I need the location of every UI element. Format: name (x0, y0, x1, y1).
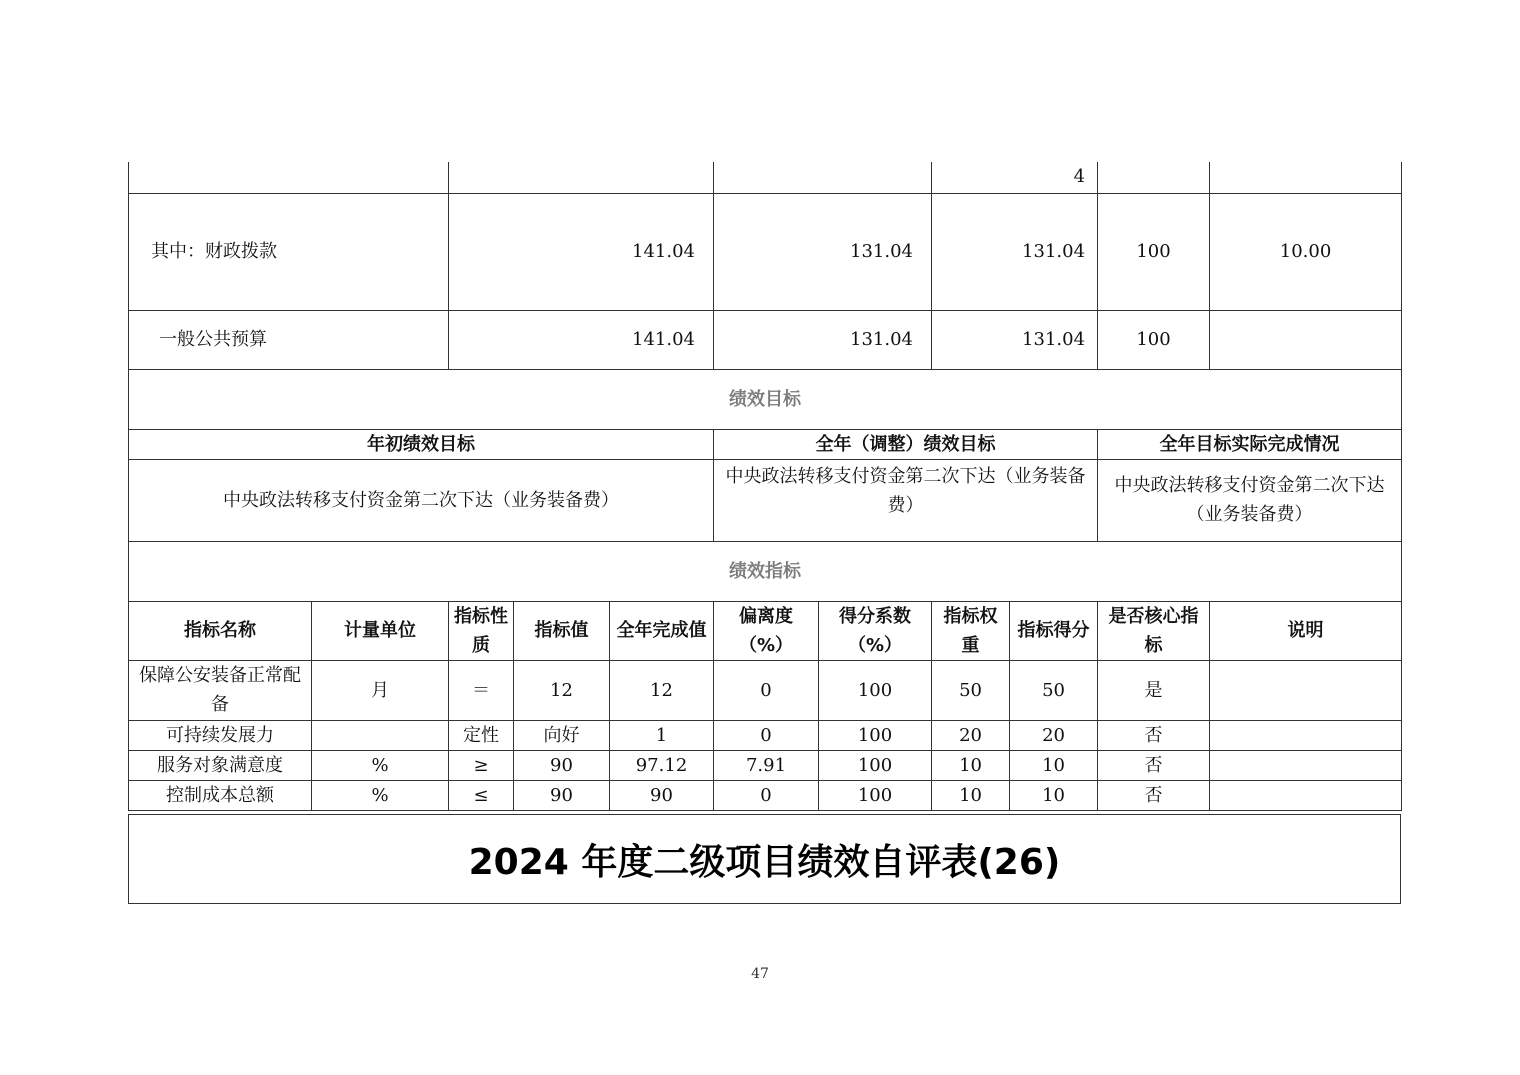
header-is-core: 是否核心指标 (1098, 601, 1210, 660)
goals-section-title: 绩效目标 (129, 369, 1402, 429)
funding-weight (1210, 310, 1402, 369)
header-score: 指标得分 (1010, 601, 1098, 660)
indicator-score: 50 (1010, 660, 1098, 720)
indicator-header-row (129, 601, 1402, 660)
goal-header-adjusted: 全年（调整）绩效目标 (714, 429, 1098, 459)
funding-executed: 131.04 (932, 310, 1098, 369)
indicator-row (129, 780, 1402, 810)
funding-weight (1210, 162, 1402, 193)
indicator-is-core: 否 (1098, 780, 1210, 810)
indicators-section-title: 绩效指标 (129, 541, 1402, 601)
indicator-coef: 100 (819, 720, 932, 750)
funding-executed: 131.04 (932, 193, 1098, 310)
header-actual-value: 全年完成值 (610, 601, 714, 660)
indicator-row (129, 750, 1402, 780)
indicator-unit: % (312, 750, 449, 780)
funding-row (129, 162, 1402, 193)
indicator-score: 10 (1010, 750, 1098, 780)
goal-initial: 中央政法转移支付资金第二次下达（业务装备费） (129, 459, 714, 541)
funding-budget-full: 131.04 (714, 193, 932, 310)
indicator-actual: 97.12 (610, 750, 714, 780)
indicator-nature: ≤ (449, 780, 514, 810)
indicator-coef: 100 (819, 750, 932, 780)
indicator-target: 向好 (514, 720, 610, 750)
goal-header-actual: 全年目标实际完成情况 (1098, 429, 1402, 459)
goal-header-initial: 年初绩效目标 (129, 429, 714, 459)
next-table-title: 2024 年度二级项目绩效自评表(26) (468, 841, 1061, 883)
indicator-notes (1210, 720, 1402, 750)
funding-rate: 100 (1098, 310, 1210, 369)
header-nature: 指标性质 (449, 601, 514, 660)
funding-name (129, 162, 449, 193)
indicator-score: 20 (1010, 720, 1098, 750)
header-notes: 说明 (1210, 601, 1402, 660)
funding-rate: 100 (1098, 193, 1210, 310)
funding-rate (1098, 162, 1210, 193)
indicator-nature: ＝ (449, 660, 514, 720)
funding-budget-start (449, 162, 714, 193)
header-unit: 计量单位 (312, 601, 449, 660)
funding-weight: 10.00 (1210, 193, 1402, 310)
indicator-notes (1210, 780, 1402, 810)
funding-name: 其中：财政拨款 (129, 193, 449, 310)
header-indicator-name: 指标名称 (129, 601, 312, 660)
indicator-nature: ≥ (449, 750, 514, 780)
funding-row (129, 193, 1402, 310)
indicator-is-core: 是 (1098, 660, 1210, 720)
indicator-is-core: 否 (1098, 720, 1210, 750)
indicator-score: 10 (1010, 780, 1098, 810)
indicator-coef: 100 (819, 660, 932, 720)
indicator-name: 控制成本总额 (129, 780, 312, 810)
header-score-coef: 得分系数（%） (819, 601, 932, 660)
indicator-unit (312, 720, 449, 750)
next-table-title-box (128, 814, 1401, 904)
indicator-weight: 10 (932, 780, 1010, 810)
indicator-unit: 月 (312, 660, 449, 720)
indicator-is-core: 否 (1098, 750, 1210, 780)
indicator-target: 90 (514, 780, 610, 810)
indicator-target: 12 (514, 660, 610, 720)
indicator-weight: 20 (932, 720, 1010, 750)
indicator-coef: 100 (819, 780, 932, 810)
funding-budget-full (714, 162, 932, 193)
indicator-actual: 1 (610, 720, 714, 750)
indicator-weight: 50 (932, 660, 1010, 720)
indicator-nature: 定性 (449, 720, 514, 750)
goal-actual: 中央政法转移支付资金第二次下达（业务装备费） (1098, 459, 1402, 541)
indicator-row (129, 720, 1402, 750)
indicator-deviation: 0 (714, 660, 819, 720)
indicator-name: 服务对象满意度 (129, 750, 312, 780)
funding-executed: 4 (932, 162, 1098, 193)
indicator-target: 90 (514, 750, 610, 780)
goal-adjusted: 中央政法转移支付资金第二次下达（业务装备费） (714, 459, 1098, 541)
indicator-deviation: 0 (714, 780, 819, 810)
indicator-name: 可持续发展力 (129, 720, 312, 750)
page-number: 47 (751, 966, 769, 982)
indicator-deviation: 0 (714, 720, 819, 750)
funding-budget-start: 141.04 (449, 193, 714, 310)
indicator-notes (1210, 660, 1402, 720)
funding-row (129, 310, 1402, 369)
indicator-name: 保障公安装备正常配备 (129, 660, 312, 720)
funding-budget-start: 141.04 (449, 310, 714, 369)
header-target-value: 指标值 (514, 601, 610, 660)
indicator-actual: 90 (610, 780, 714, 810)
indicator-actual: 12 (610, 660, 714, 720)
funding-budget-full: 131.04 (714, 310, 932, 369)
header-weight: 指标权重 (932, 601, 1010, 660)
indicator-unit: % (312, 780, 449, 810)
header-deviation: 偏离度（%） (714, 601, 819, 660)
indicator-notes (1210, 750, 1402, 780)
indicator-row (129, 660, 1402, 720)
indicator-deviation: 7.91 (714, 750, 819, 780)
indicator-weight: 10 (932, 750, 1010, 780)
funding-name: 一般公共预算 (129, 310, 449, 369)
performance-table (128, 162, 1402, 811)
